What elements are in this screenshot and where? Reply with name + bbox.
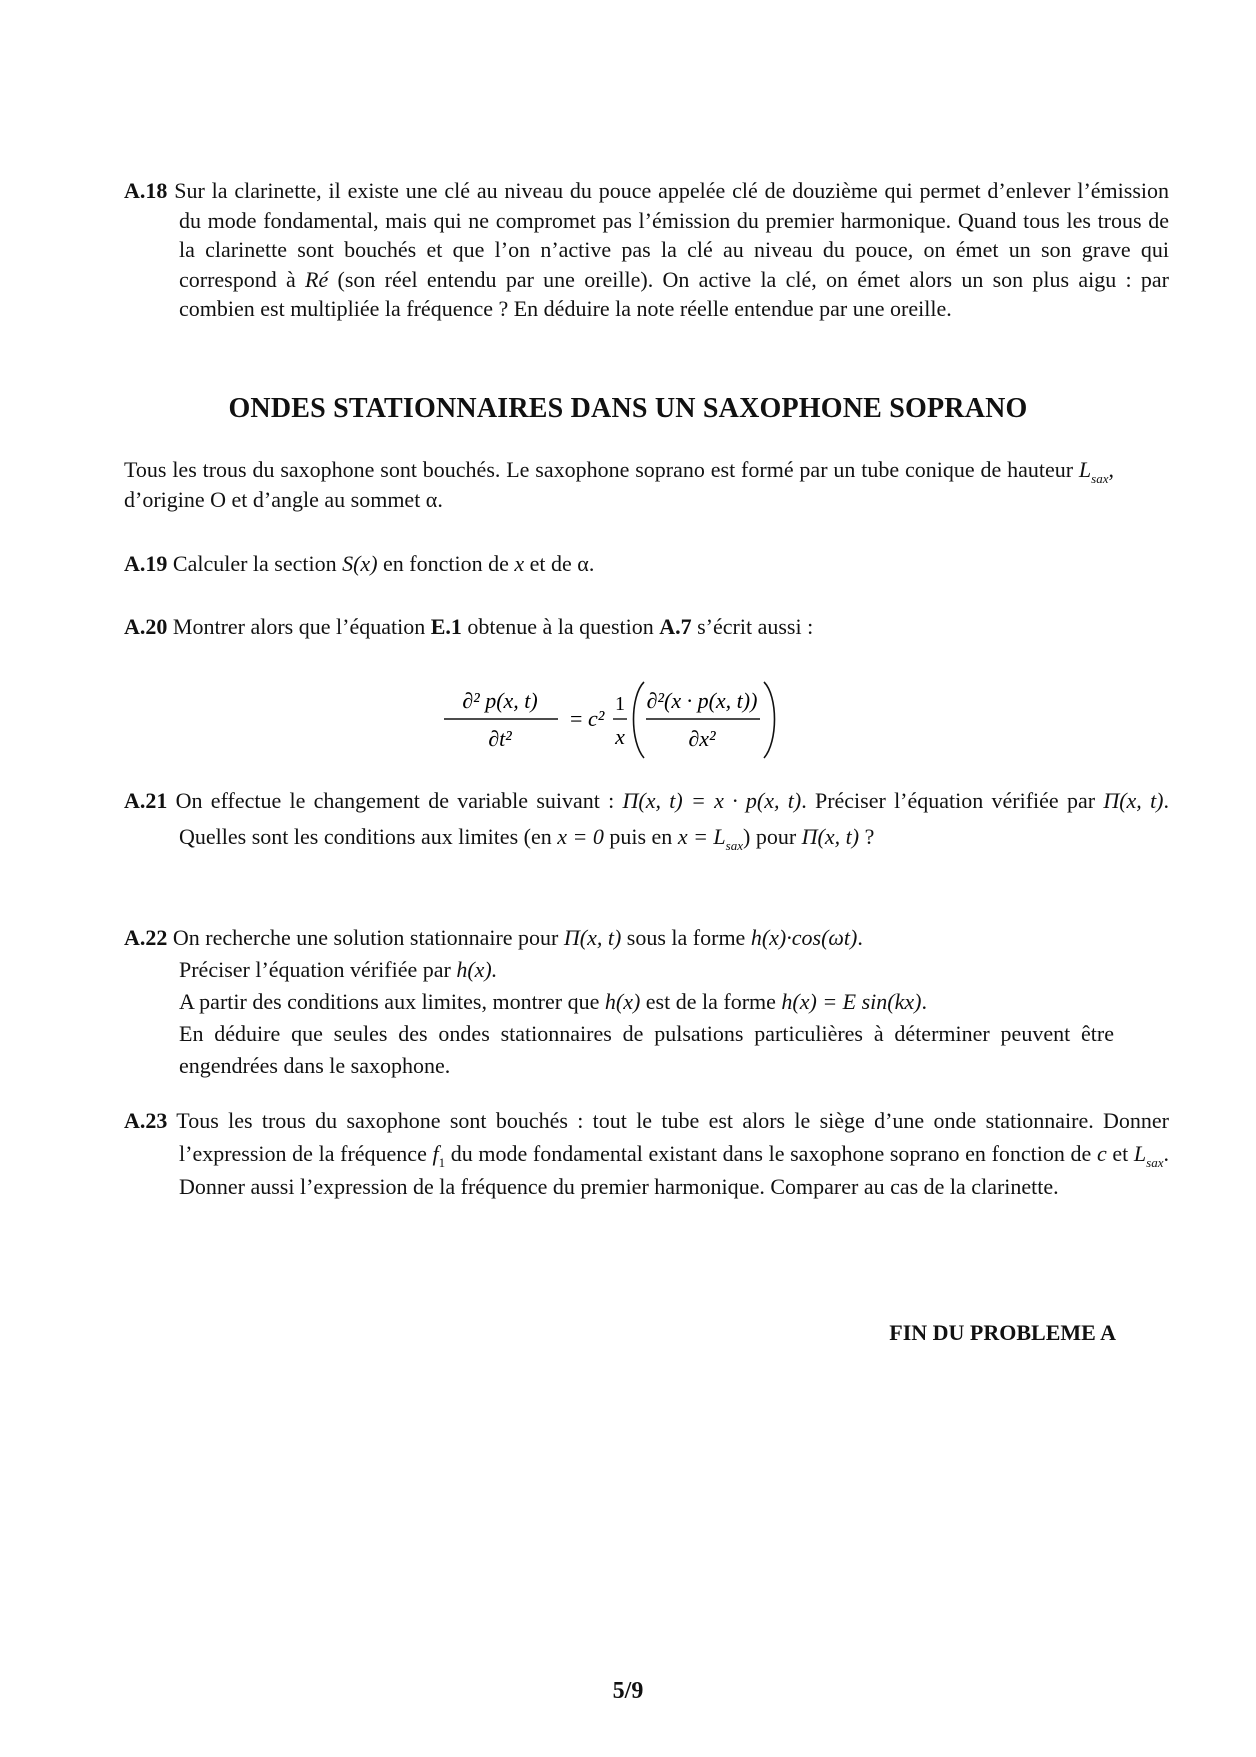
question-number: A.21 xyxy=(124,788,168,813)
end-of-problem-label: FIN DU PROBLEME A xyxy=(889,1320,1116,1345)
eq-one: 1 xyxy=(615,693,625,715)
eq-rhs-denominator: ∂x² xyxy=(688,726,716,751)
question-text: et xyxy=(1106,1141,1134,1166)
math-subscript: 1 xyxy=(438,1155,446,1170)
question-number: A.22 xyxy=(124,925,168,950)
question-text: du mode fondamental existant dans le saxophone soprano en fonction de xyxy=(445,1141,1097,1166)
math-expression: Π(x, t) xyxy=(801,824,860,849)
question-text: . xyxy=(857,925,863,950)
question-number: A.18 xyxy=(124,178,168,203)
question-text: . xyxy=(921,989,927,1014)
question-text: obtenue à la question xyxy=(461,614,660,639)
math-expression: Π(x, t) xyxy=(563,925,622,950)
math-expression: Π(x, t) xyxy=(1103,788,1164,813)
question-a19 xyxy=(124,549,1114,579)
a22-line-2 xyxy=(124,954,1114,986)
equation-ref: E.1 xyxy=(430,614,462,639)
note-name: Ré xyxy=(305,266,329,292)
eq-x: x xyxy=(615,724,625,749)
wave-equation xyxy=(430,676,790,766)
question-text: (son réel entendu par une oreille). On active la clé, on émet alors un son plus aigu : par combien est multipliée la fréquence ? En déduire la note réelle entendue par une oreille. xyxy=(179,266,1169,321)
question-a21 xyxy=(124,783,1169,855)
question-text: ? xyxy=(859,824,875,849)
question-text: Calculer la section xyxy=(167,551,343,576)
question-text: sous la forme xyxy=(621,925,751,950)
a22-line-1 xyxy=(124,922,1114,954)
math-expression: S(x) xyxy=(342,551,378,576)
question-number: A.19 xyxy=(124,551,168,576)
question-text: puis en xyxy=(603,824,678,849)
question-text: Montrer alors que l’équation xyxy=(167,614,431,639)
question-text: . Donner aussi l’expression de la fréquence du premier harmonique. Comparer au cas de la clarinette. xyxy=(179,1141,1169,1199)
question-text: . Préciser l’équation vérifiée par xyxy=(801,788,1104,813)
question-a20 xyxy=(124,612,1114,642)
eq-lhs-numerator: ∂² p(x, t) xyxy=(462,688,538,713)
question-text: ) pour xyxy=(743,824,802,849)
math-L: L xyxy=(1078,457,1092,482)
question-text: On effectue le changement de variable suivant : xyxy=(167,788,623,813)
intro-text: , d’origine O et d’angle au sommet α. xyxy=(124,457,1114,512)
math-f: f xyxy=(432,1141,439,1166)
question-text: A partir des conditions aux limites, montrer que xyxy=(179,989,605,1014)
question-text: est de la forme xyxy=(640,989,782,1014)
question-text: et de α. xyxy=(524,551,595,576)
question-a23 xyxy=(124,1104,1169,1203)
math-expression: x = 0 xyxy=(557,824,604,849)
eq-equals: = xyxy=(570,706,583,731)
question-text: Sur la clarinette, il existe une clé au niveau du pouce appelée clé de douzième qui permet d’enlever l’émission du mode fondamental, mais qui ne compromet pas l’émission du premier harmonique. Quand tous les trous de la clarinette sont bouchés et que l’on n’active pas la clé au niveau du pouce, on émet un son grave qui correspond à xyxy=(167,178,1169,292)
question-ref: A.7 xyxy=(659,614,692,639)
math-subscript: sax xyxy=(1146,1155,1164,1170)
math-expression: x = L xyxy=(677,824,726,849)
math-subscript: sax xyxy=(725,838,744,853)
math-expression: h(x). xyxy=(456,957,498,982)
question-text: . Quelles sont les conditions aux limites (en xyxy=(179,788,1170,849)
math-variable: x xyxy=(514,551,525,576)
a22-line-4: En déduire que seules des ondes stationnaires de pulsations particulières à déterminer peuvent être engendrées dans le saxophone. xyxy=(179,1021,1114,1078)
math-L: L xyxy=(1133,1141,1147,1166)
a22-line-3 xyxy=(124,986,1114,1018)
math-expression: h(x)·cos(ωt) xyxy=(750,925,858,950)
question-number: A.20 xyxy=(124,614,168,639)
question-text: en fonction de xyxy=(377,551,515,576)
page-number: 5/9 xyxy=(612,1678,644,1704)
math-expression: Π(x, t) = x · p(x, t) xyxy=(622,788,802,813)
eq-rhs-numerator: ∂²(x · p(x, t)) xyxy=(646,688,758,713)
question-a22 xyxy=(124,922,1114,1082)
eq-lhs-denominator: ∂t² xyxy=(488,726,512,751)
math-subscript: sax xyxy=(1091,471,1109,486)
question-text: On recherche une solution stationnaire pour xyxy=(167,925,564,950)
intro-text: Tous les trous du saxophone sont bouchés. Le saxophone soprano est formé par un tube conique de hauteur xyxy=(124,457,1079,482)
math-expression: h(x) = E sin(kx) xyxy=(781,989,922,1014)
math-expression: h(x) xyxy=(604,989,641,1014)
math-c: c xyxy=(1096,1141,1107,1166)
question-text: Préciser l’équation vérifiée par xyxy=(179,957,457,982)
eq-c-squared: c² xyxy=(588,706,605,731)
wave-equation-svg xyxy=(430,676,790,766)
question-text: Tous les trous du saxophone sont bouchés : tout le tube est alors le siège d’une onde stationnaire. Donner l’expression de la fréquence xyxy=(167,1108,1169,1166)
eq-right-paren xyxy=(764,682,775,758)
eq-left-paren xyxy=(634,682,645,758)
section-intro xyxy=(124,455,1114,514)
question-a18 xyxy=(124,176,1169,324)
question-number: A.23 xyxy=(124,1108,168,1133)
question-text: s’écrit aussi : xyxy=(691,614,814,639)
section-title: ONDES STATIONNAIRES DANS UN SAXOPHONE SOPRANO xyxy=(228,393,1028,424)
